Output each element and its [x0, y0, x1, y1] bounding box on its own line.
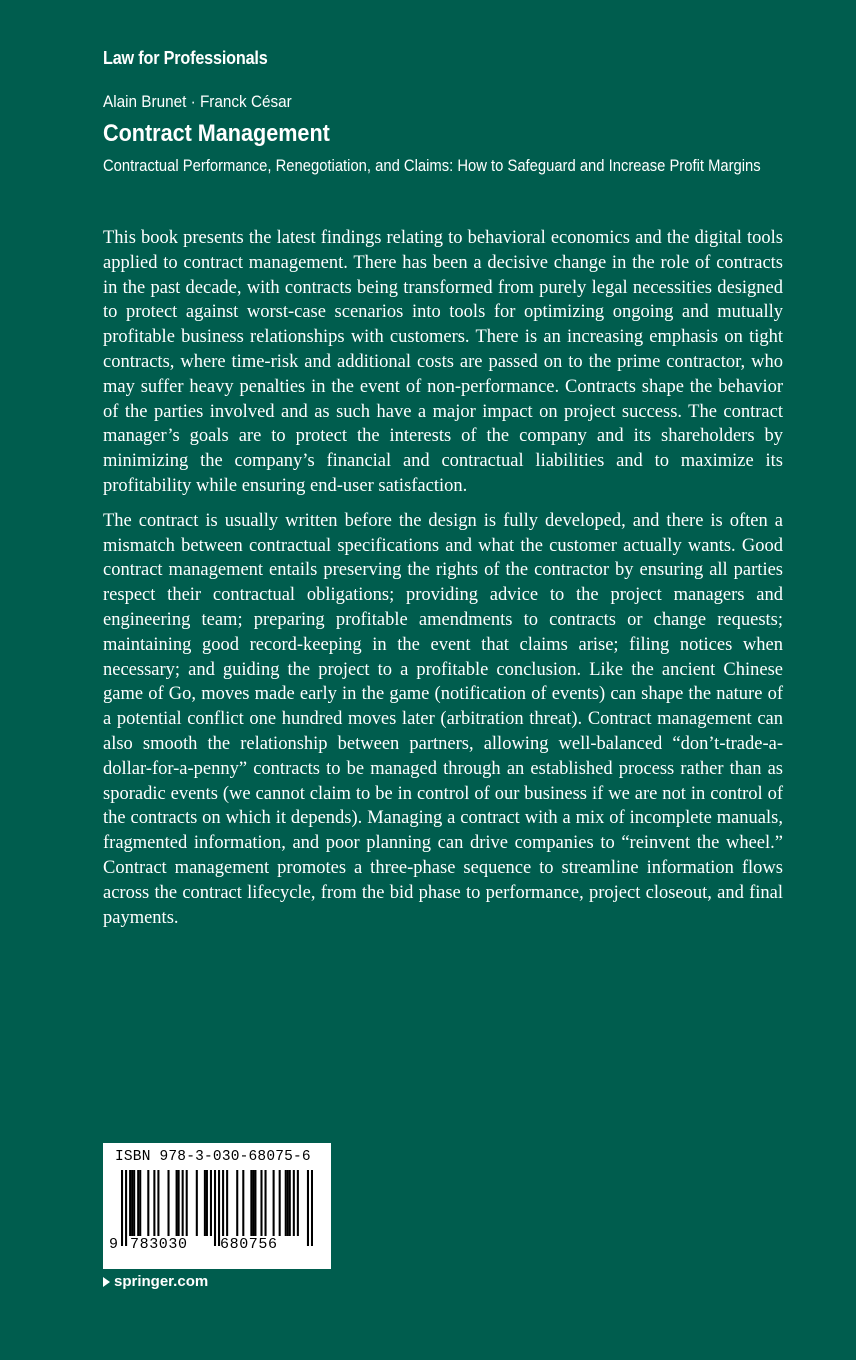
- barcode-bar: [153, 1170, 155, 1236]
- isbn-label: ISBN 978-3-030-68075-6: [115, 1149, 311, 1165]
- barcode-bar: [167, 1170, 169, 1236]
- barcode-bar: [264, 1170, 266, 1236]
- barcode-bar: [131, 1170, 133, 1236]
- blurb-paragraph-1: This book presents the latest findings relating to behavioral economics and the digital tools applied to contract management. There has been a decisive change in the role of contracts in the past decade, with contracts being transformed from purely legal necessities designed to protect against worst-case scenarios into tools for optimizing ongoing and mutually profitable business relationships with customers. There is an increasing emphasis on tight contracts, where time-risk and additional costs are passed on to the prime contractor, who may suffer heavy penalties in the event of non-performance. Contracts shape the behavior of the parties involved and as such have a major impact on project success. The contract manager’s goals are to protect the interests of the company and its shareholders by minimizing the company’s financial and contractual liabilities and to maximize its profitability while ensuring end-user satisfaction.: [103, 228, 783, 496]
- barcode-bar: [236, 1170, 238, 1236]
- barcode-bar: [218, 1170, 220, 1246]
- barcode-bar: [226, 1170, 228, 1236]
- barcode-bar: [289, 1170, 291, 1236]
- barcode-bar: [273, 1170, 275, 1236]
- barcode-bar: [210, 1170, 212, 1236]
- authors: Alain Brunet · Franck César: [103, 92, 292, 111]
- barcode-bar: [204, 1170, 206, 1236]
- barcode-bar: [311, 1170, 313, 1246]
- blurb-paragraph-2: The contract is usually written before the design is fully developed, and there is often a mismatch between contractual specifications and what the customer actually wants. Good contract management entails preserving the rights of the contractor by ensuring all parties respect their contractual obligations; providing advice to the project managers and engineering team; preparing profitable amendments to contracts or change requests; maintaining good record-keeping in the event that claims arise; filing notices when necessary; and guiding the project to a profitable conclusion. Like the ancient Chinese game of Go, moves made early in the game (notification of events) can shape the nature of a potential conflict one hundred moves later (arbitration threat). Contract management can also smooth the relationship between partners, allowing well-balanced “don’t-trade-a-dollar-for-a-penny” contracts to be managed through an established process rather than as sporadic events (we cannot claim to be in control of our business if we are not in control of the contracts on which it depends). Managing a contract with a mix of incomplete manuals, fragmented information, and poor planning can drive companies to “reinvent the wheel.” Contract management promotes a three-phase sequence to streamline information flows across the contract lifecycle, from the bid phase to performance, project closeout, and final payments.: [103, 510, 783, 928]
- barcode-bar: [125, 1170, 127, 1246]
- barcode-bar: [250, 1170, 252, 1236]
- barcode-bar: [214, 1170, 216, 1246]
- barcode-bar: [279, 1170, 281, 1236]
- website-link[interactable]: [103, 1273, 208, 1290]
- barcode-bar: [285, 1170, 287, 1236]
- barcode-bar: [254, 1170, 256, 1236]
- barcode-bar: [178, 1170, 180, 1236]
- barcode-bar: [206, 1170, 208, 1236]
- book-title: Contract Management: [103, 120, 330, 147]
- barcode-bar: [176, 1170, 178, 1236]
- ean-right-digits: 680756: [220, 1236, 278, 1253]
- ean-first-digit: 9: [109, 1236, 119, 1253]
- barcode-bar: [186, 1170, 188, 1236]
- barcode-bar: [139, 1170, 141, 1236]
- barcode-bar: [196, 1170, 198, 1236]
- barcode-bar: [293, 1170, 295, 1236]
- website-text: springer.com: [114, 1273, 209, 1290]
- book-subtitle: Contractual Performance, Renegotiation, and Claims: How to Safeguard and Increase Profit Margins: [103, 156, 761, 175]
- barcode-bar: [242, 1170, 244, 1236]
- blurb: [103, 226, 783, 940]
- ean-left-digits: 783030: [130, 1236, 188, 1253]
- barcode-icon: [121, 1170, 313, 1246]
- barcode-bar: [287, 1170, 289, 1236]
- barcode-bar: [260, 1170, 262, 1236]
- barcode-bar: [157, 1170, 159, 1236]
- barcode-bar: [182, 1170, 184, 1236]
- barcode-bar: [297, 1170, 299, 1236]
- series-name: Law for Professionals: [103, 48, 268, 68]
- barcode-bar: [147, 1170, 149, 1236]
- barcode-box: [103, 1143, 331, 1269]
- barcode-bar: [121, 1170, 123, 1246]
- barcode-bar: [129, 1170, 131, 1236]
- arrow-right-icon: [103, 1277, 110, 1287]
- barcode-bar: [137, 1170, 139, 1236]
- barcode-bar: [222, 1170, 224, 1236]
- barcode-bar: [307, 1170, 309, 1246]
- barcode-bar: [252, 1170, 254, 1236]
- barcode-bar: [133, 1170, 135, 1236]
